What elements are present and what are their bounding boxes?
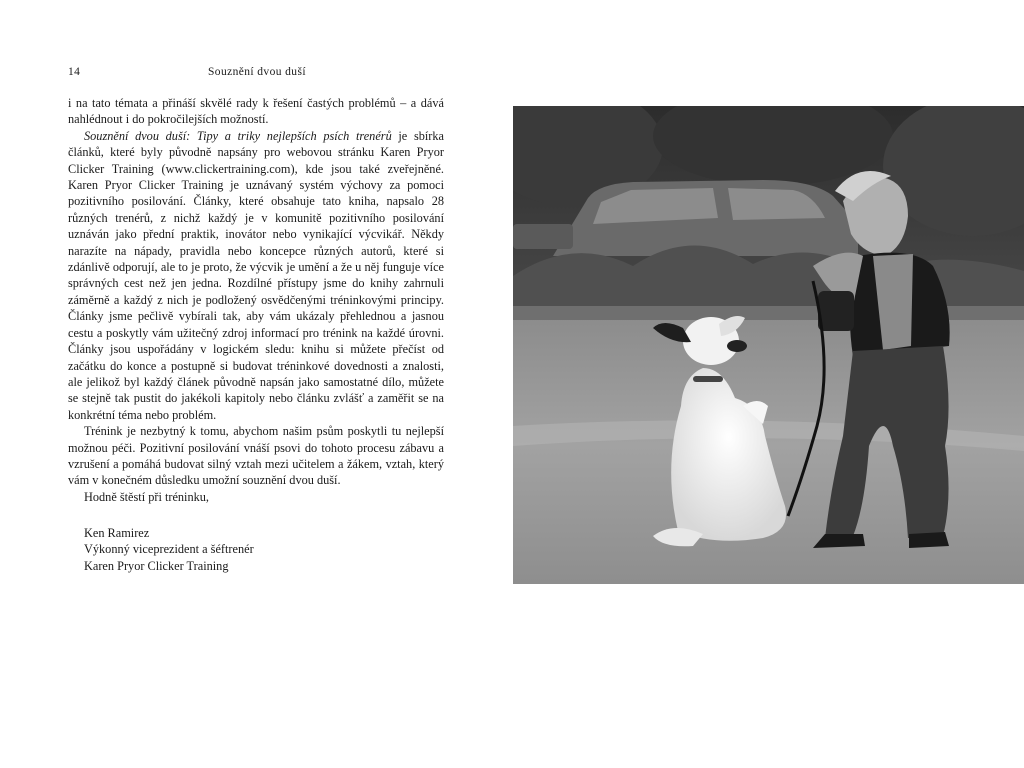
signature-block [84,525,254,574]
running-title: Souznění dvou duší [208,66,306,78]
body-text [68,95,444,505]
signature-role: Výkonný viceprezident a šéftrenér [84,542,254,557]
paragraph-4: Hodně štěstí při tréninku, [84,489,209,504]
photo-dog-training [513,106,1024,584]
paragraph-2-text: je sbírka článků, které byly původně napsány pro webovou stránku Karen Pryor Clicker Training (www.clickertraining.com), kde jsou také zveřejněné. Karen Pryor Clicker Training je uznávaný systém výchovy za pomoci pozitivního posilování. Články, které obsahuje tato kniha, napsalo 28 různých trenérů, z nichž každý je v komunitě pozitivního posilování uznáván jako přední praktik, inovátor nebo vynikající výcvikář. Někdy narazíte na nápady, pravidla nebo koncepce různých autorů, které si zdánlivě odporují, ale to je proto, že výcvik je umění a že u něj funguje více správných cest než jen jedna. Rozdílné přístupy jsme do knihy zahrnuli záměrně a každý z nich je podložený osvědčenými tréninkovými principy. Články jsme pečlivě vybírali tak, aby vám ukázaly přehlednou a jasnou cestu a poskytly vám užitečný zdroj informací pro trénink na každé úrovni. Články jsou uspořádány v logickém sledu: knihu si můžete přečíst od začátku do konce a postupně si budovat tréninkové dovednosti a znalosti, ale jelikož byl každý článek původně napsán jako samostatné dílo, můžete se stejně tak pustit do jakékoli kapitoly nebo článku zvlášť a zaměřit se na konkrétní téma nebo problém. [68,128,444,422]
paragraph-1: i na tato témata a přináší skvělé rady k řešení častých problémů – a dává nahlédnout i do pokročilejších možností. [68,96,444,127]
signature-org: Karen Pryor Clicker Training [84,558,229,573]
signature-name: Ken Ramirez [84,526,150,540]
book-title-italic: Souznění dvou duší: Tipy a triky nejlepších psích trenérů [84,128,392,143]
paragraph-3: Trénink je nezbytný k tomu, abychom našim psům poskytli tu nejlepší možnou péči. Pozitivní posilování vnáší psovi do tohoto procesu zábavu a vzrušení a pomáhá budovat silný vztah mezi učitelem a žákem, vztah, který vám v konečném důsledku umožní souznění dvou duší. [68,424,444,488]
photo-illustration [513,106,1024,584]
paragraph-2 [68,128,444,423]
page-number: 14 [68,66,81,78]
